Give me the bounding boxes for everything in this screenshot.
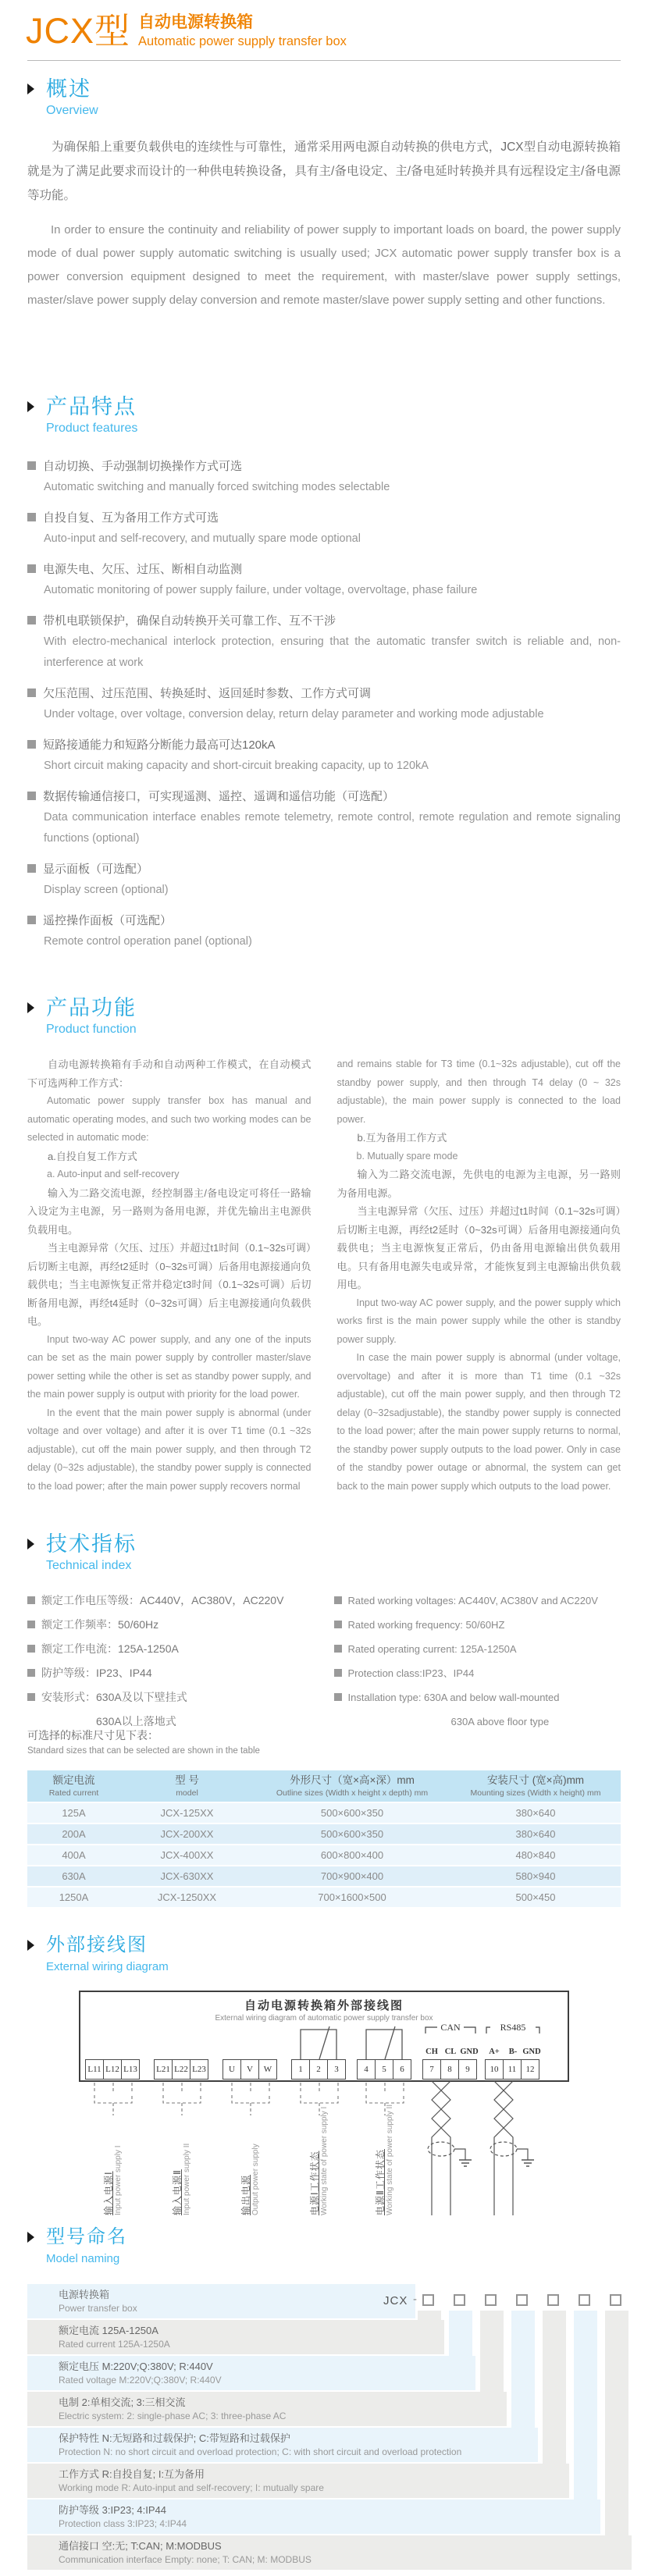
- features-heading: [27, 394, 621, 437]
- product-title: [26, 9, 648, 53]
- feature-en: Short circuit making capacity and short-circuit breaking capacity, up to 120kA: [44, 760, 429, 772]
- naming-row-working-mode: [27, 2464, 569, 2498]
- naming-strip: [543, 2311, 566, 2464]
- bullet-square-icon: [27, 864, 36, 873]
- technical-heading: [27, 1532, 621, 1574]
- terminal-5: 5: [375, 2059, 393, 2080]
- row-en: Communication interface Empty: none; T: CAN; M: MODBUS: [59, 2554, 312, 2565]
- function-column-left: [27, 1055, 312, 1496]
- naming-strip: [605, 2311, 628, 2535]
- header-divider: [27, 60, 621, 61]
- section-arrow-icon: [27, 1002, 34, 1013]
- section-wiring: [0, 1933, 648, 2261]
- pin-gnd: GND: [522, 2048, 541, 2056]
- heading-en: Product features: [46, 422, 138, 435]
- cell-rated-current: 400A: [27, 1845, 120, 1865]
- header-en: Rated current: [48, 1788, 99, 1798]
- label-cn: 电源Ⅱ工作状态: [375, 2149, 386, 2215]
- feature-en: Under voltage, over voltage, conversion delay, return delay parameter and working mode adjustable: [44, 708, 544, 720]
- label-en: Working state of power supply I: [320, 2106, 329, 2215]
- label-en: Input power supply II: [183, 2143, 191, 2215]
- naming-strip: [480, 2311, 504, 2392]
- feature-en: Remote control operation panel (optional): [44, 935, 252, 948]
- section-functions: [0, 995, 648, 1496]
- model-prefix: JCX: [383, 2294, 408, 2307]
- feature-item: [27, 507, 621, 550]
- bullet-square-icon: [27, 1669, 35, 1677]
- terminal-L12: L12: [103, 2059, 122, 2080]
- heading-cn: 概述: [46, 77, 91, 101]
- feature-cn: 欠压范围、过压范围、转换延时、返回延时参数、工作方式可调: [43, 687, 372, 700]
- pin-labels: [425, 2048, 541, 2056]
- bullet-square-icon: [27, 1596, 35, 1604]
- wiring-heading: [27, 1933, 621, 1976]
- label-cn: 输入电源Ⅱ: [172, 2169, 183, 2215]
- model-code-box-5: [547, 2294, 559, 2306]
- cell-rated-current: 200A: [27, 1824, 120, 1844]
- functions-heading: [27, 995, 621, 1038]
- cell-model: JCX-200XX: [120, 1824, 254, 1844]
- cell-model: JCX-125XX: [120, 1803, 254, 1823]
- function-paragraph: 当主电源异常（欠压、过压）并超过t1时间（0.1~32s可调）后切断主电源，再经t2延时（0~32s可调）后备用电源接通向负载供电；当主电源恢复正常后，仍由备用电源输出供负载用电。只有备用电源失电或异常，才能恢复到主电源输出供负载用电。: [336, 1205, 621, 1290]
- bullet-square-icon: [27, 688, 36, 697]
- table-row: [27, 1866, 621, 1886]
- row-en: Electric system: 2: single-phase AC; 3: three-phase AC: [59, 2411, 287, 2421]
- bullet-square-icon: [334, 1645, 342, 1653]
- tech-spec: 630A以上落地式: [96, 1715, 176, 1727]
- cell-outline-size: 500×600×350: [254, 1824, 450, 1844]
- section-naming: [0, 2225, 648, 2576]
- feature-cn: 短路接通能力和短路分断能力最高可达120kA: [43, 738, 276, 752]
- dashed-bracket: [94, 2083, 404, 2115]
- heading-cn: 产品功能: [46, 996, 137, 1019]
- bullet-square-icon: [27, 1645, 35, 1653]
- section-arrow-icon: [27, 1539, 34, 1550]
- row-en: Rated voltage M:220V;Q:380V; R:440V: [59, 2375, 222, 2386]
- naming-row-protection-class: [27, 2500, 600, 2534]
- tech-spec: Installation type: 630A and below wall-mounted: [347, 1692, 560, 1703]
- tech-spec: Protection class:IP23、IP44: [347, 1667, 475, 1679]
- section-arrow-icon: [27, 2232, 34, 2243]
- group-label-input-power-1: [103, 2114, 125, 2215]
- table-row: [27, 1845, 621, 1865]
- header-cn: 额定电流: [52, 1774, 95, 1786]
- cell-outline-size: 700×1600×500: [254, 1888, 450, 1907]
- bullet-square-icon: [27, 616, 36, 624]
- function-paragraph: and remains stable for T3 time (0.1~32s adjustable), cut off the standby power supply, and then through T4 delay (0 ~ 32s adjustable), the main power supply is connected to the load power.: [336, 1059, 621, 1125]
- group-label-output-power: [240, 2114, 262, 2215]
- col-outline-sizes: [254, 1770, 450, 1802]
- group-label-input-power-2: [172, 2114, 194, 2215]
- tech-spec: Rated working voltages: AC440V, AC380V and AC220V: [347, 1595, 598, 1606]
- terminal-3: 3: [327, 2059, 346, 2080]
- row-cn: 工作方式 R:自投自复; I:互为备用: [59, 2468, 205, 2480]
- cell-rated-current: 1250A: [27, 1888, 120, 1907]
- function-paragraph: 输入为二路交流电源，经控制器主/备电设定可将任一路输入设定为主电源，另一路则为备用电源，并优先输出主电源供负载用电。: [27, 1187, 312, 1236]
- bullet-square-icon: [27, 916, 36, 924]
- feature-item: [27, 910, 621, 952]
- section-overview: [0, 76, 648, 312]
- function-paragraph: In the event that the main power supply is abnormal (under voltage and over voltage) and after it is over T1 time (0.1 ~32s adjustable), cut off the main power supply, and then through T2 delay (0~32s adjustable), the standby power supply is connected to the load power; after the main power supply recovers normal: [27, 1407, 312, 1492]
- row-en: Protection N: no short circuit and overload protection; C: with short circuit and overload protection: [59, 2446, 462, 2457]
- bullet-square-icon: [334, 1596, 342, 1604]
- bullet-square-icon: [27, 1621, 35, 1628]
- ground-symbol: [459, 2160, 534, 2166]
- header-en: model: [176, 1788, 198, 1798]
- tech-spec: Rated operating current: 125A-1250A: [347, 1643, 517, 1655]
- row-en: Rated current 125A-1250A: [59, 2339, 170, 2350]
- wiring-diagram: [79, 1981, 569, 2239]
- terminal-L11: L11: [85, 2059, 104, 2080]
- header-cn: 安装尺寸 (宽×高)mm: [486, 1774, 585, 1786]
- tech-spec: 额定工作电压等级：AC440V，AC380V，AC220V: [41, 1594, 284, 1606]
- function-paragraph: Input two-way AC power supply, and any one of the inputs can be set as the main power supply by controller master/slave power setting while the other is set as standby power supply, and the main power supply is output with priority for the load power.: [27, 1333, 312, 1400]
- heading-en: Product function: [46, 1023, 137, 1036]
- heading-cn: 外部接线图: [46, 1934, 148, 1955]
- feature-item: [27, 456, 621, 498]
- function-paragraph: a. Auto-input and self-recovery: [47, 1169, 180, 1179]
- feature-cn: 电源失电、欠压、过压、断相自动监测: [43, 563, 243, 576]
- feature-en: Automatic monitoring of power supply failure, under voltage, overvoltage, phase failure: [44, 584, 478, 596]
- header-en: Outline sizes (Width x height x depth) mm: [276, 1788, 429, 1798]
- bullet-square-icon: [27, 564, 36, 573]
- table-intro-cn: 可选择的标准尺寸见下表：: [27, 1729, 158, 1742]
- feature-cn: 自投自复、互为备用工作方式可选: [43, 511, 219, 525]
- label-en: Working state of power supply II: [386, 2104, 394, 2215]
- terminal-2: 2: [309, 2059, 328, 2080]
- table-row: [27, 1824, 621, 1844]
- standard-sizes-table: [27, 1769, 621, 1909]
- col-mounting-sizes: [450, 1770, 621, 1802]
- tech-spec: 防护等级：IP23、IP44: [41, 1667, 152, 1679]
- cell-model: JCX-400XX: [120, 1845, 254, 1865]
- naming-strip: [511, 2311, 535, 2428]
- naming-strip: [449, 2311, 472, 2356]
- label-en: Output power supply: [251, 2144, 260, 2215]
- label-cn: 电源Ⅰ工作状态: [309, 2151, 320, 2215]
- naming-row-rated-current: [27, 2320, 444, 2354]
- feature-cn: 显示面板（可选配）: [43, 863, 149, 876]
- tech-spec: 额定工作频率：50/60Hz: [41, 1618, 159, 1631]
- cell-mounting-size: 580×940: [450, 1866, 621, 1886]
- terminal-V: V: [240, 2059, 259, 2080]
- feature-cn: 自动切换、手动强制切换操作方式可选: [43, 460, 243, 473]
- header-cn: 外形尺寸（宽×高×深）mm: [290, 1774, 415, 1786]
- row-en: Power transfer box: [59, 2303, 137, 2314]
- terminal-9: 9: [458, 2059, 477, 2080]
- model-naming-diagram: [27, 2284, 636, 2574]
- bullet-square-icon: [334, 1621, 342, 1628]
- terminal-11: 11: [503, 2059, 522, 2080]
- row-en: Working mode R: Auto-input and self-recovery; I: mutually spare: [59, 2482, 324, 2493]
- label-cn: 输入电源Ⅰ: [103, 2171, 114, 2215]
- cell-outline-size: 600×800×400: [254, 1845, 450, 1865]
- cell-mounting-size: 480×840: [450, 1845, 621, 1865]
- model-code-box-3: [485, 2294, 497, 2306]
- bus-label-can: CAN: [440, 2022, 461, 2033]
- function-paragraph: b. Mutually spare mode: [356, 1150, 458, 1162]
- terminal-6: 6: [393, 2059, 411, 2080]
- heading-en: External wiring diagram: [46, 1960, 169, 1973]
- bullet-square-icon: [27, 513, 36, 521]
- feature-item: [27, 786, 621, 849]
- feature-en: Display screen (optional): [44, 884, 169, 896]
- model-code-box-4: [516, 2294, 528, 2306]
- feature-item: [27, 683, 621, 725]
- pin-ch: CH: [425, 2048, 438, 2056]
- bullet-square-icon: [27, 740, 36, 749]
- group-label-working-state-2: [375, 2104, 397, 2215]
- tech-spec: 630A above floor type: [450, 1716, 550, 1727]
- terminal-U: U: [223, 2059, 241, 2080]
- col-rated-current: [27, 1770, 120, 1802]
- heading-cn: 技术指标: [46, 1532, 137, 1556]
- terminal-4: 4: [357, 2059, 376, 2080]
- feature-item: [27, 735, 621, 777]
- naming-row-protection: [27, 2428, 538, 2462]
- feature-item: [27, 610, 621, 674]
- naming-strip: [574, 2311, 597, 2500]
- section-features: [0, 394, 648, 962]
- pin-b-minus: B-: [508, 2048, 518, 2056]
- header-en: Mounting sizes (Width x height) mm: [470, 1788, 601, 1798]
- heading-en: Overview: [46, 104, 98, 117]
- product-model-name: JCX型: [26, 11, 131, 51]
- group-label-working-state-1: [309, 2106, 331, 2215]
- row-cn: 保护特性 N:无短路和过载保护; C:带短路和过载保护: [59, 2432, 290, 2444]
- overview-paragraph-cn: 为确保船上重要负载供电的连续性与可靠性，通常采用两电源自动转换的供电方式，JCX型自动电源转换箱就是为了满足此要求而设计的一种供电转换设备，具有主/备电设定、主/备电延时转换并具有远程设定主/备电源等功能。: [27, 141, 621, 202]
- diagram-title-en: External wiring diagram of automatic power supply transfer box: [215, 2014, 433, 2023]
- feature-en: Automatic switching and manually forced switching modes selectable: [44, 481, 390, 493]
- naming-row-electric-system: [27, 2392, 507, 2426]
- overview-paragraph-en: In order to ensure the continuity and reliability of power supply to important loads on board, the power supply mode of dual power supply automatic switching is usually used; JCX automatic power supply transfer box is a power conversion equipment designed to meet the requirement, with master/slave power supply settings, master/slave power supply delay conversion and remote master/slave power supply setting and other functions.: [27, 223, 621, 307]
- product-title-en: Automatic power supply transfer box: [138, 34, 347, 48]
- feature-item: [27, 559, 621, 601]
- terminal-L21: L21: [154, 2059, 173, 2080]
- row-cn: 额定电流 125A-1250A: [59, 2325, 158, 2336]
- model-code-box-6: [579, 2294, 590, 2306]
- bullet-square-icon: [27, 792, 36, 800]
- function-column-right: [337, 1055, 621, 1496]
- section-arrow-icon: [27, 401, 34, 412]
- naming-strip: [418, 2311, 441, 2320]
- col-model: [120, 1770, 254, 1802]
- model-code-box-1: [422, 2294, 434, 2306]
- pin-cl: CL: [444, 2048, 457, 2056]
- section-technical: [0, 1532, 648, 1734]
- product-title-cn: 自动电源转换箱: [138, 13, 254, 31]
- twisted-pair-cable: [428, 2081, 528, 2215]
- heading-cn: 型号命名: [46, 2226, 127, 2247]
- row-cn: 防护等级 3:IP23; 4:IP44: [59, 2504, 167, 2516]
- bus-label-rs485: RS485: [500, 2022, 526, 2033]
- terminal-L22: L22: [172, 2059, 190, 2080]
- terminal-W: W: [258, 2059, 277, 2080]
- naming-row-communication-interface: [27, 2535, 632, 2570]
- feature-en: Data communication interface enables remote telemetry, remote control, remote regulation and remote signaling functions (optional): [44, 811, 621, 845]
- row-cn: 通信接口 空:无; T:CAN; M:MODBUS: [59, 2540, 222, 2552]
- table-header-row: [27, 1770, 621, 1802]
- cell-rated-current: 125A: [27, 1803, 120, 1823]
- model-code-box-2: [454, 2294, 465, 2306]
- pin-gnd: GND: [460, 2048, 479, 2056]
- heading-en: Model naming: [46, 2252, 120, 2265]
- feature-cn: 数据传输通信接口，可实现遥测、遥控、遥调和遥信功能（可选配）: [43, 790, 395, 803]
- technical-list-en: [334, 1589, 621, 1734]
- section-size-table: [0, 1727, 648, 1909]
- function-paragraph: b.互为备用工作方式: [357, 1132, 447, 1144]
- diagram-title-cn: 自动电源转换箱外部接线图: [244, 2000, 404, 2012]
- feature-cn: 带机电联锁保护，确保自动转换开关可靠工作、互不干涉: [43, 614, 336, 628]
- model-dash: -: [413, 2293, 417, 2306]
- function-paragraph: 当主电源异常（欠压、过压）并超过t1时间（0.1~32s可调）后切断主电源，再经t2延时（0~32s可调）后备用电源接通向负载供电；当主电源恢复正常并稳定t3时间（0.1~32s可调）后切断备用电源，再经t4延时（0~32s可调）后主电源接通向负载供电。: [27, 1242, 312, 1327]
- heading-en: Technical index: [46, 1559, 132, 1572]
- terminal-7: 7: [422, 2059, 441, 2080]
- feature-en: Auto-input and self-recovery, and mutually spare mode optional: [44, 532, 361, 545]
- label-en: Input power supply I: [114, 2145, 123, 2215]
- cell-mounting-size: 380×640: [450, 1803, 621, 1823]
- feature-cn: 遥控操作面板（可选配）: [43, 914, 173, 927]
- terminal-12: 12: [521, 2059, 539, 2080]
- row-cn: 额定电压 M:220V;Q:380V; R:440V: [59, 2361, 213, 2372]
- section-arrow-icon: [27, 1940, 34, 1951]
- cell-model: JCX-1250XX: [120, 1888, 254, 1907]
- function-paragraph: 输入为二路交流电源，先供电的电源为主电源，另一路则为备用电源。: [336, 1169, 621, 1199]
- row-cn: 电制 2:单相交流; 3:三相交流: [59, 2396, 186, 2408]
- function-paragraph: In case the main power supply is abnormal (under voltage, overvoltage) and after it is more than T1 time (0.1 ~32s adjustable), cut off the main power supply, and then through T2 delay (0~32sadjustable), the standby power supply is connected to the load power; after the main power supply returns to normal, the standby power supply outputs to the load power. Only in case of the standby power outage or abnormal, the system can get back to the main power supply which outputs to the load power.: [336, 1352, 621, 1492]
- function-paragraph: a.自投自复工作方式: [48, 1150, 137, 1162]
- terminal-1: 1: [291, 2059, 310, 2080]
- cell-outline-size: 500×600×350: [254, 1803, 450, 1823]
- bullet-square-icon: [334, 1669, 342, 1677]
- row-cn: 电源转换箱: [59, 2289, 110, 2300]
- tech-spec: Rated working frequency: 50/60HZ: [347, 1619, 505, 1631]
- terminal-L13: L13: [121, 2059, 140, 2080]
- bullet-square-icon: [334, 1693, 342, 1701]
- changeover-switch-symbol: [301, 2026, 402, 2059]
- heading-cn: 产品特点: [46, 395, 137, 418]
- cell-mounting-size: 500×450: [450, 1888, 621, 1907]
- overview-heading: [27, 76, 621, 119]
- technical-list-cn: [27, 1589, 315, 1734]
- cell-outline-size: 700×900×400: [254, 1866, 450, 1886]
- feature-item: [27, 859, 621, 901]
- function-paragraph: Automatic power supply transfer box has manual and automatic operating modes, and such two working modes can be selected in automatic mode:: [27, 1095, 312, 1143]
- terminal-L23: L23: [190, 2059, 208, 2080]
- table-row: [27, 1888, 621, 1907]
- bullet-square-icon: [27, 461, 36, 470]
- pin-a-plus: A+: [489, 2048, 500, 2056]
- cell-rated-current: 630A: [27, 1866, 120, 1886]
- tech-spec: 额定工作电流：125A-1250A: [41, 1642, 179, 1655]
- terminal-8: 8: [440, 2059, 459, 2080]
- naming-row-rated-voltage: [27, 2356, 475, 2390]
- function-paragraph: 自动电源转换箱有手动和自动两种工作模式，在自动模式下可选两种工作方式：: [27, 1059, 312, 1089]
- label-cn: 输出电源: [240, 2174, 251, 2215]
- terminal-10: 10: [485, 2059, 504, 2080]
- cell-model: JCX-630XX: [120, 1866, 254, 1886]
- row-en: Protection class 3:IP23; 4:IP44: [59, 2518, 187, 2529]
- header-cn: 型 号: [175, 1774, 199, 1786]
- table-row: [27, 1803, 621, 1823]
- model-code-box-7: [610, 2294, 621, 2306]
- bullet-square-icon: [27, 1693, 35, 1701]
- feature-en: With electro-mechanical interlock protection, ensuring that the automatic transfer switch is reliable and, non-interference at work: [44, 635, 621, 669]
- function-paragraph: Input two-way AC power supply, and the power supply which works first is the main power supply while the other is standby power supply.: [336, 1297, 621, 1345]
- naming-row-power-transfer-box: [27, 2284, 415, 2318]
- tech-spec: 安装形式：630A及以下壁挂式: [41, 1691, 187, 1703]
- cell-mounting-size: 380×640: [450, 1824, 621, 1844]
- table-intro-en: Standard sizes that can be selected are shown in the table: [27, 1746, 260, 1756]
- section-arrow-icon: [27, 84, 34, 94]
